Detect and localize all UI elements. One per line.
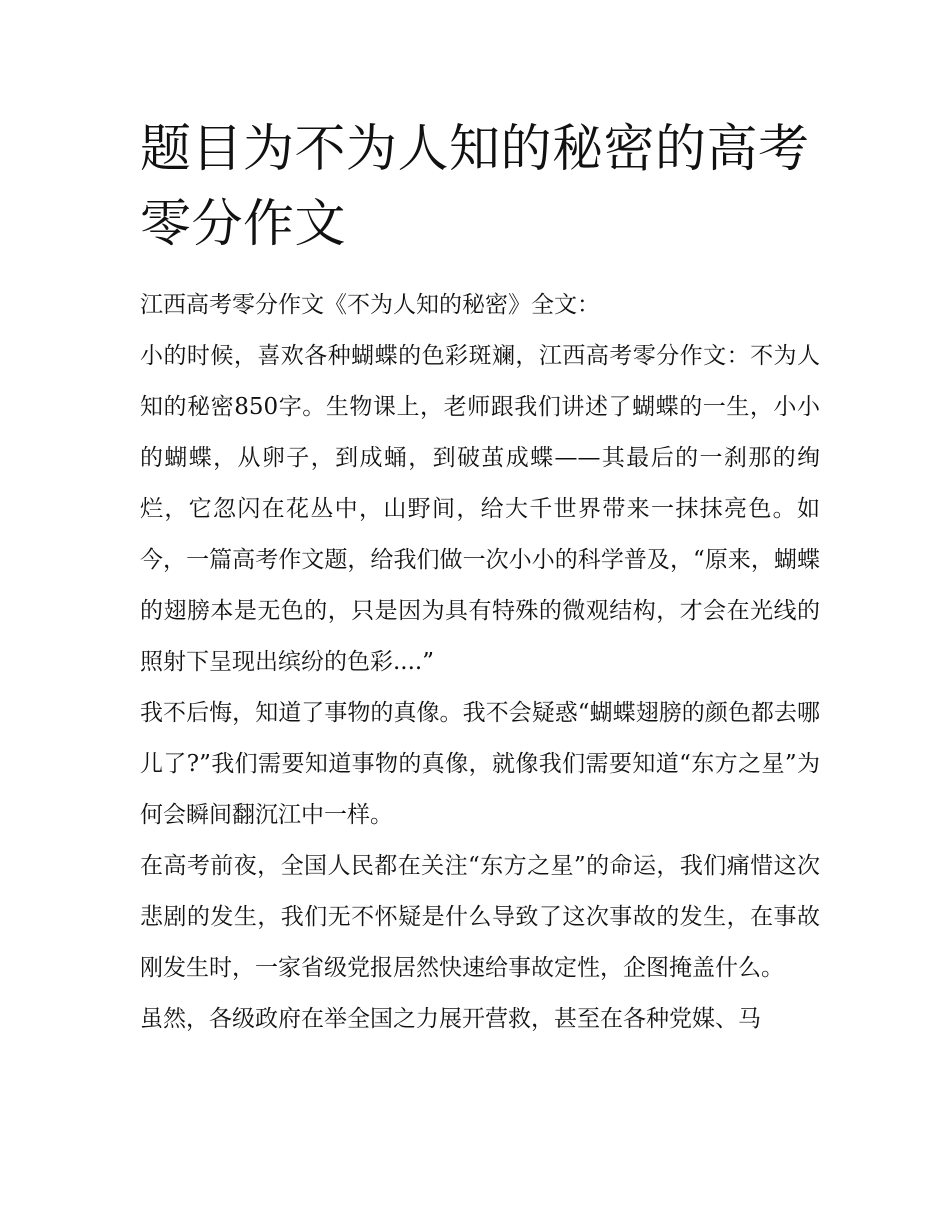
paragraph-rescue: 虽然，各级政府在举全国之力展开营救，甚至在各种党媒、马: [140, 1006, 761, 1032]
paragraph-intro: 江西高考零分作文《不为人知的秘密》全文：: [140, 292, 600, 318]
paragraph-butterfly: 小的时候，喜欢各种蝴蝶的色彩斑斓，江西高考零分作文：不为人知的秘密850字。生物课上，老师跟我们讲述了蝴蝶的一生，小小的蝴蝶，从卵子，到成蛹，到破茧成蝶——其最后的一刹那的绚烂，它忽闪在花丛中，山野间，给大千世界带来一抹抹亮色。如今，一篇高考作文题，给我们做一次小小的科学普及，“原来，蝴蝶的翅膀本是无色的，只是因为具有特殊的微观结构，才会在光线的照射下呈现出缤纷的色彩....”: [140, 343, 820, 675]
paragraph-truth: 我不后悔，知道了事物的真像。我不会疑惑“蝴蝶翅膀的颜色都去哪儿了?”我们需要知道事物的真像，就像我们需要知道“东方之星”为何会瞬间翻沉江中一样。: [140, 700, 820, 828]
document-body: [140, 112, 820, 1045]
paragraph-eve: 在高考前夜，全国人民都在关注“东方之星”的命运，我们痛惜这次悲剧的发生，我们无不怀疑是什么导致了这次事故的发生，在事故刚发生时，一家省级党报居然快速给事故定性，企图掩盖什么。: [140, 853, 820, 981]
document-title: 题目为不为人知的秘密的高考零分作文: [140, 120, 810, 254]
